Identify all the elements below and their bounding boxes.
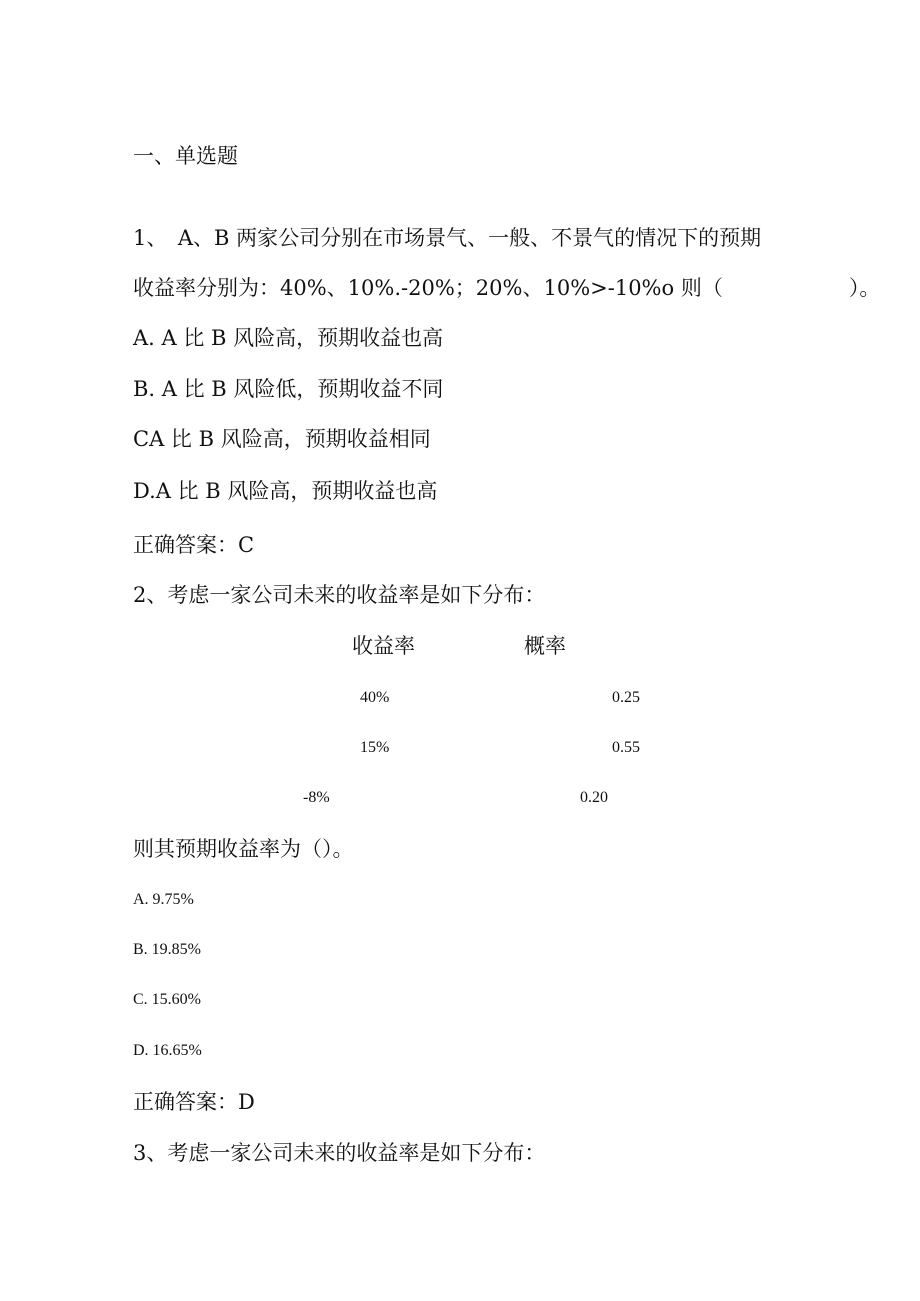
table-header-rate: 收益率	[352, 634, 415, 658]
table-row-3-probability: 0.20	[580, 789, 608, 806]
question-2-option-d: D. 16.65%	[133, 1042, 202, 1059]
question-1-option-d: D.A 比 B 风险高，预期收益也高	[133, 479, 438, 503]
question-1-option-c: CA 比 B 风险高，预期收益相同	[133, 427, 431, 451]
question-2-stem: 2、考虑一家公司未来的收益率是如下分布：	[133, 583, 546, 607]
question-1-option-b: B. A 比 B 风险低，预期收益不同	[133, 377, 444, 401]
question-1-option-a: A. A 比 B 风险高，预期收益也高	[133, 326, 444, 350]
question-2-option-a: A. 9.75%	[133, 891, 194, 908]
question-2-prompt: 则其预期收益率为（）。	[133, 837, 354, 861]
table-header-probability: 概率	[524, 634, 566, 658]
question-2-option-c: C. 15.60%	[133, 991, 201, 1008]
table-row-1-rate: 40%	[360, 689, 390, 706]
question-2-answer: 正确答案：D	[133, 1090, 255, 1114]
question-1-answer: 正确答案：C	[133, 533, 255, 557]
section-title: 一、单选题	[133, 144, 238, 168]
table-row-3-rate: -8%	[303, 789, 330, 806]
table-row-1-probability: 0.25	[612, 689, 640, 706]
question-2-option-b: B. 19.85%	[133, 941, 201, 958]
question-1-stem-line-1: 1、 A、B 两家公司分别在市场景气、一般、不景气的情况下的预期	[133, 226, 762, 250]
table-row-2-probability: 0.55	[612, 739, 640, 756]
table-row-2-rate: 15%	[360, 739, 390, 756]
question-3-stem: 3、考虑一家公司未来的收益率是如下分布：	[133, 1141, 546, 1165]
question-1-stem-line-2: 收益率分别为：40%、10%.-20%；20%、10%>-10%o 则（ ）。	[133, 276, 881, 300]
